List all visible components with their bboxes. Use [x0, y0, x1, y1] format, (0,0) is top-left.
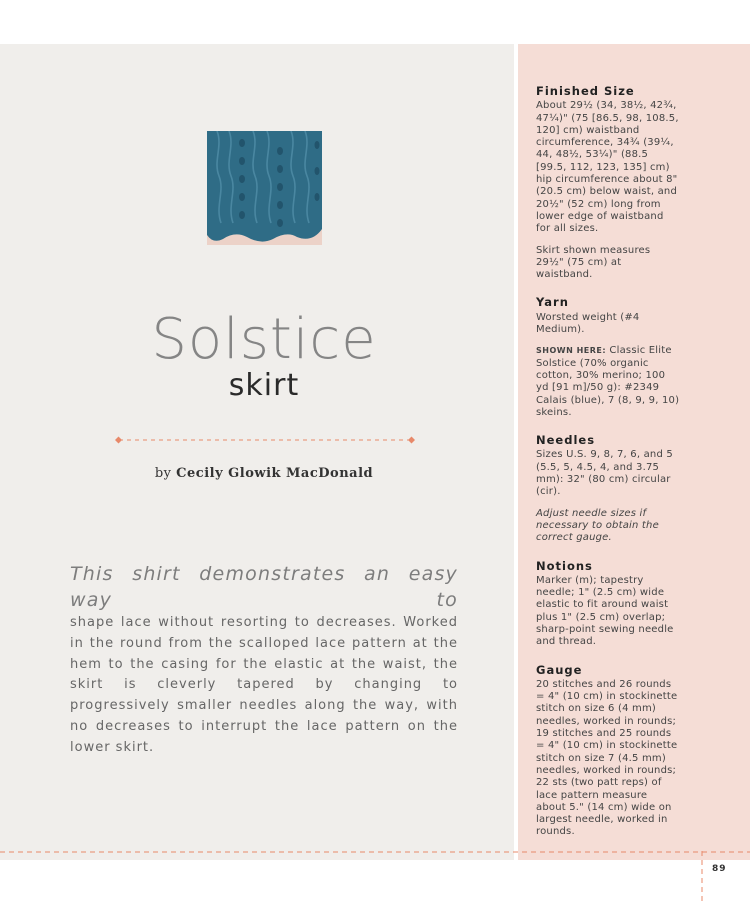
gauge-heading: Gauge	[536, 662, 583, 677]
shown-here-text: Classic Elite Solstice (70% organic cotton, 30% merino; 100 yd [91 m]/50 g): #2349 Calais (blue), 7 (8, 9, 9, 10) skeins.	[536, 345, 680, 418]
finished-size-section	[536, 85, 680, 281]
yarn-weight: Worsted weight (#4 Medium).	[536, 311, 640, 336]
knit-swatch-graphic	[207, 131, 322, 245]
author-name: Cecily Glowik MacDonald	[176, 466, 374, 481]
needles-note: Adjust needle sizes if necessary to obtain the correct gauge.	[536, 507, 659, 544]
finished-size-text: About 29½ (34, 38½, 42¾, 47¼)" (75 [86.5, 98, 108.5, 120] cm) waistband circumference, 34¾ (39¼, 44, 48½, 53¼)" (88.5 [99.5, 112, 123, 135] cm) hip circumference about 8" (20.5 cm) below waist, and 20½" (52 cm) long from lower edge of waistband for all sizes.	[536, 100, 679, 235]
yarn-section	[536, 296, 680, 419]
shown-here-label: SHOWN HERE:	[536, 346, 607, 356]
intro-text	[70, 561, 458, 759]
yarn-shown-here	[536, 345, 680, 419]
page-number: 89	[712, 864, 727, 874]
intro-lead: This shirt demonstrates an easy way to	[70, 563, 458, 611]
swatch-photo	[207, 131, 322, 245]
notions-heading: Notions	[536, 558, 593, 573]
finished-size-heading: Finished Size	[536, 84, 635, 98]
gauge-section	[536, 664, 680, 839]
byline-prefix: by	[154, 466, 177, 481]
dashed-divider	[115, 434, 415, 446]
yarn-heading: Yarn	[536, 295, 569, 310]
notions-text: Marker (m); tapestry needle; 1" (2.5 cm) wide elastic to fit around waist plus 1" (2.5 cm) overlap; sharp-point sewing needle and thread.	[536, 574, 674, 648]
specs-column	[536, 85, 680, 854]
intro-body: shape lace without resorting to decreases. Worked in the round from the scalloped lace pattern at the hem to the casing for the elastic at the waist, the skirt is cleverly tapered by changing to progressively smaller needles along the way, with no decreases to interrupt the lace pattern on the lower skirt.	[70, 615, 458, 755]
pattern-subtitle: skirt	[228, 368, 300, 403]
pattern-title: Solstice	[151, 307, 377, 372]
needles-section	[536, 434, 680, 544]
notions-section	[536, 560, 680, 649]
needles-sizes: Sizes U.S. 9, 8, 7, 6, and 5 (5.5, 5, 4.5, 4, and 3.75 mm): 32" (80 cm) circular (cir).	[536, 449, 673, 498]
vertical-dashed-rule	[701, 851, 703, 904]
byline	[0, 466, 528, 481]
gauge-text: 20 stitches and 26 rounds = 4" (10 cm) in stockinette stitch on size 6 (4 mm) needles, worked in rounds; 19 stitches and 25 rounds = 4" (10 cm) in stockinette stitch on size 7 (4.5 mm) needles, worked in rounds; 22 sts (two patt reps) of lace pattern measure about 5." (14 cm) wide on largest needle, worked in rounds.	[536, 678, 678, 838]
bottom-dashed-rule	[0, 851, 750, 853]
needles-heading: Needles	[536, 433, 596, 448]
finished-size-note: Skirt shown measures 29½" (75 cm) at waistband.	[536, 244, 651, 281]
